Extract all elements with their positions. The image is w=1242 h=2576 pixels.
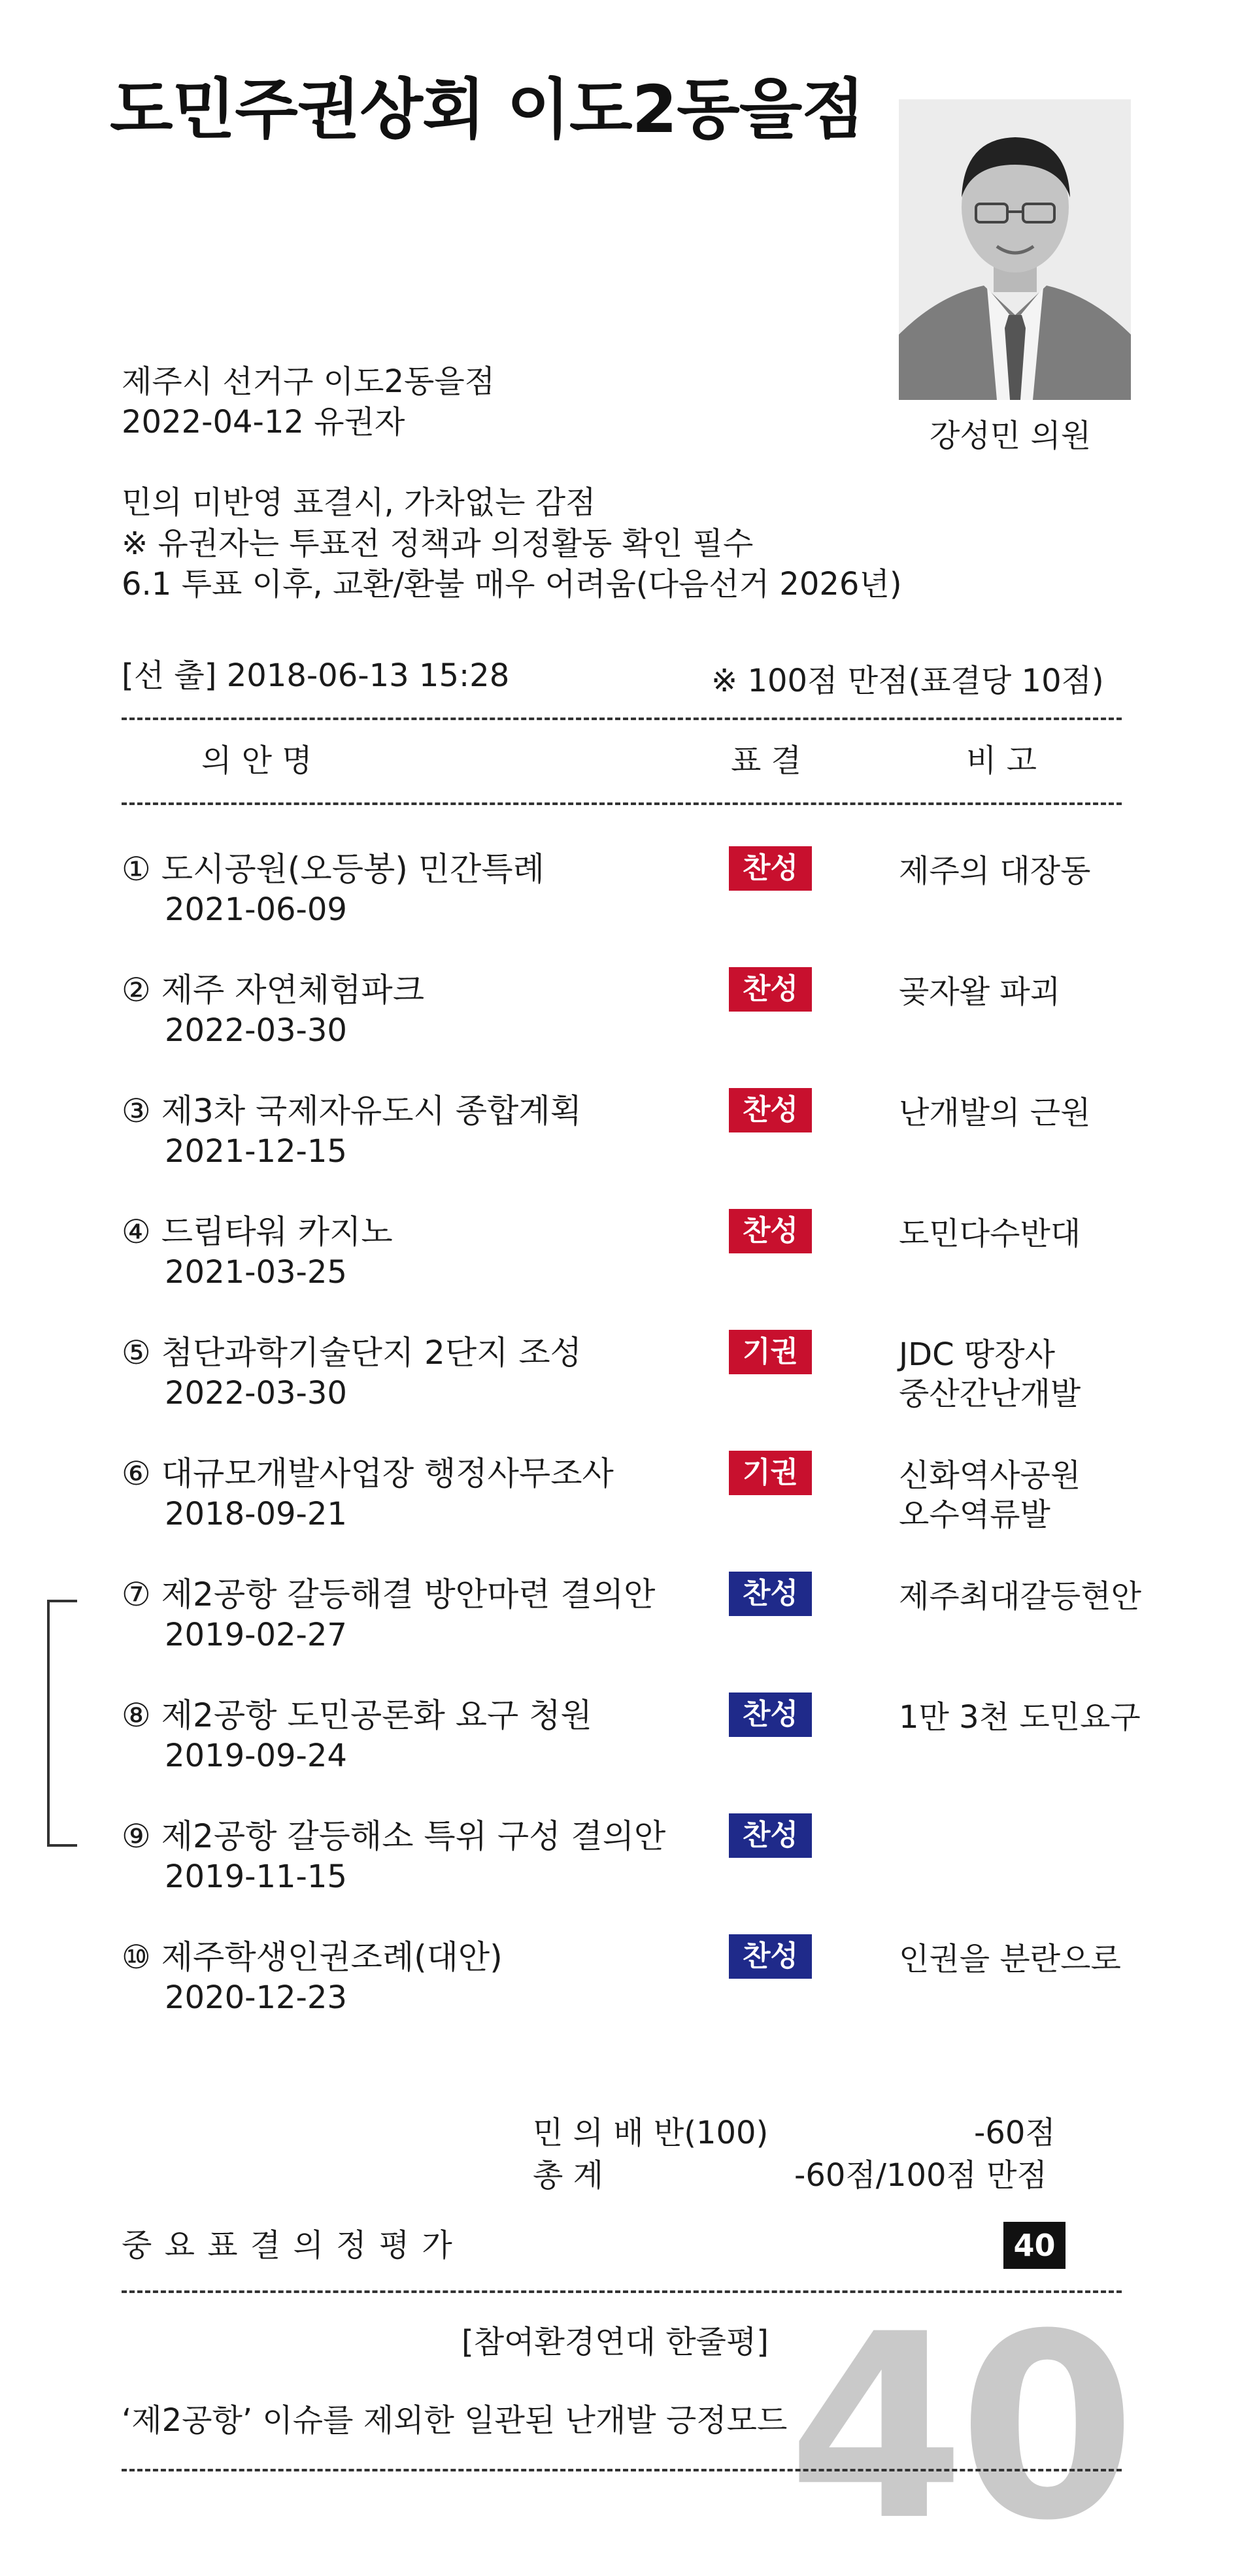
betrayal-value: -60점 [974,2115,1056,2151]
vote-badge: 찬성 [729,967,812,1012]
remark: 신화역사공원 오수역류발 [899,1457,1081,1533]
remark: 인권을 분란으로 [899,1941,1121,1977]
big-score-watermark: 40 [788,2279,1130,2576]
bill-date: 2020-12-23 [165,1979,347,2016]
member-photo [899,99,1131,400]
divider [122,2469,1122,2471]
bill-date: 2019-11-15 [165,1858,347,1895]
total-label: 총 계 [533,2157,603,2194]
voter-date: 2022-04-12 유권자 [122,404,405,440]
column-header-note: 비 고 [966,742,1037,779]
bill-date: 2021-03-25 [165,1254,347,1291]
bill-title: ⑤ 첨단과학기술단지 2단지 조성 [122,1334,582,1372]
bill-title: ④ 드림타워 카지노 [122,1213,393,1251]
bill-title: ③ 제3차 국제자유도시 종합계획 [122,1092,582,1130]
remark: 난개발의 근원 [899,1095,1091,1131]
column-header-vote: 표 결 [731,742,801,779]
bill-date: 2018-09-21 [165,1496,347,1532]
vote-badge: 찬성 [729,1209,812,1253]
bill-title: ⑥ 대규모개발사업장 행정사무조사 [122,1455,614,1493]
bill-title: ⑦ 제2공항 갈등해결 방안마련 결의안 [122,1576,656,1613]
bill-date: 2022-03-30 [165,1012,347,1049]
warning-line-2: ※ 유권자는 투표전 정책과 의정활동 확인 필수 [122,525,754,562]
bill-title: ⑩ 제주학생인권조례(대안) [122,1938,503,1976]
remark: 1만 3천 도민요구 [899,1699,1141,1736]
elected-date: [선 출] 2018-06-13 15:28 [122,657,510,694]
bill-title: ⑨ 제2공항 갈등해소 특위 구성 결의안 [122,1817,666,1855]
remark: 도민다수반대 [899,1215,1081,1252]
vote-badge: 기권 [729,1330,812,1374]
evaluation-score: 40 [1003,2222,1066,2269]
vote-badge: 찬성 [729,1572,812,1616]
bill-date: 2019-02-27 [165,1617,347,1653]
evaluation-label: 중 요 표 결 의 정 평 가 [122,2227,454,2264]
vote-badge: 찬성 [729,846,812,891]
remark: 곶자왈 파괴 [899,974,1061,1010]
district-label: 제주시 선거구 이도2동을점 [122,363,495,400]
vote-badge: 찬성 [729,1934,812,1979]
review-heading: [참여환경연대 한줄평] [462,2324,769,2360]
column-header-bill: 의 안 명 [201,742,312,779]
remark: 제주최대갈등현안 [899,1578,1141,1615]
vote-badge: 찬성 [729,1088,812,1132]
scoring-rule: ※ 100점 만점(표결당 10점) [711,663,1104,699]
airport-bracket [47,1600,77,1847]
review-text: ‘제2공항’ 이슈를 제외한 일관된 난개발 긍정모드 [122,2402,788,2439]
bill-title: ② 제주 자연체험파크 [122,971,425,1009]
page-title: 도민주권상회 이도2동을점 [110,71,864,148]
bill-title: ① 도시공원(오등봉) 민간특례 [122,850,545,888]
remark: JDC 땅장사 중산간난개발 [899,1336,1081,1412]
total-value: -60점/100점 만점 [794,2157,1047,2194]
bill-date: 2021-06-09 [165,891,347,928]
remark: 제주의 대장동 [899,853,1091,889]
divider [122,802,1122,805]
vote-badge: 찬성 [729,1693,812,1737]
member-caption: 강성민 의원 [930,418,1092,454]
bill-date: 2019-09-24 [165,1738,347,1774]
bill-date: 2022-03-30 [165,1375,347,1412]
vote-badge: 찬성 [729,1813,812,1858]
vote-badge: 기권 [729,1451,812,1495]
warning-line-1: 민의 미반영 표결시, 가차없는 감점 [122,484,596,521]
divider [122,718,1122,720]
betrayal-label: 민 의 배 반(100) [533,2115,769,2151]
warning-line-3: 6.1 투표 이후, 교환/환불 매우 어려움(다음선거 2026년) [122,566,902,603]
bill-date: 2021-12-15 [165,1133,347,1170]
bill-title: ⑧ 제2공항 도민공론화 요구 청원 [122,1696,592,1734]
